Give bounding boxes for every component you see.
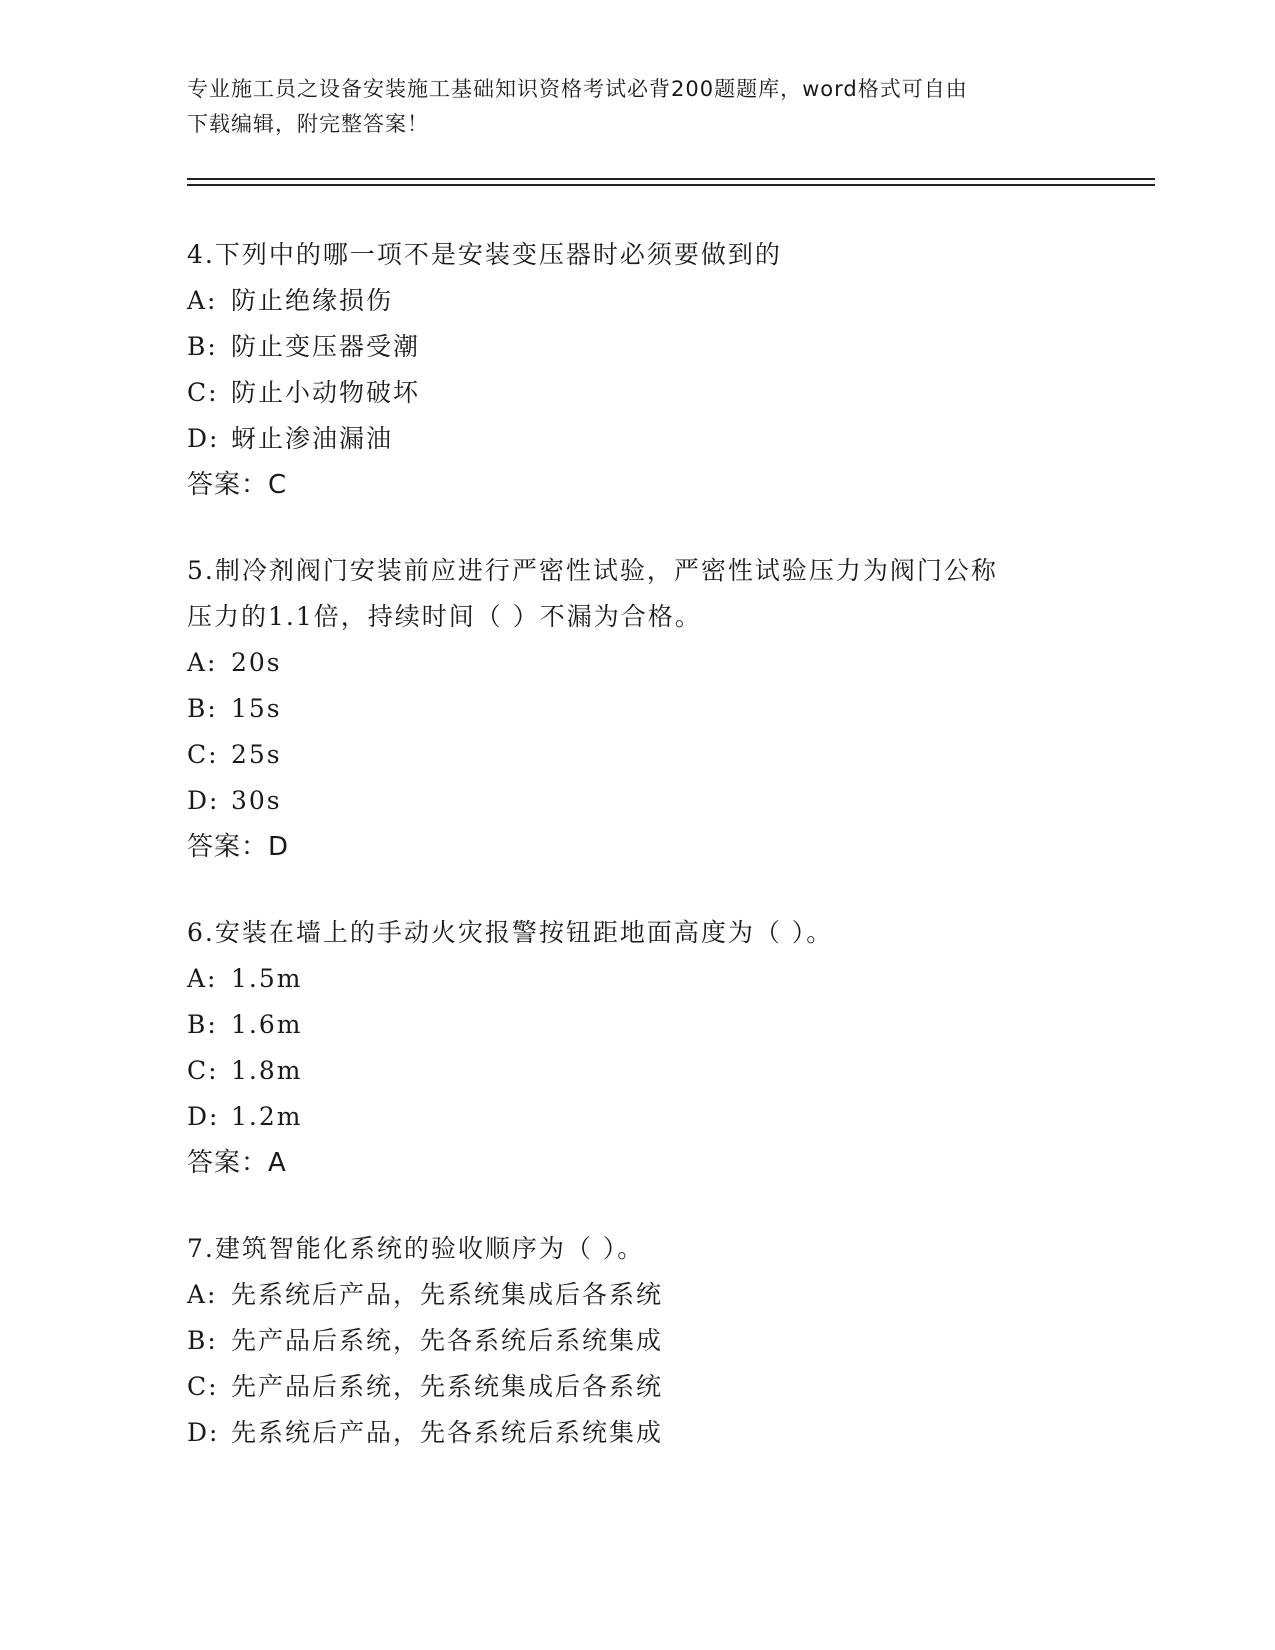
answer-option <box>187 732 1087 778</box>
question-stem: 7.建筑智能化系统的验收顺序为（ ）。 <box>187 1234 645 1263</box>
option-text: 先系统后产品，先系统集成后各系统 <box>231 1280 664 1309</box>
option-label: D: <box>187 1102 220 1131</box>
answer-option <box>187 1048 1087 1094</box>
option-label: D: <box>187 424 220 453</box>
option-text: 1.8m <box>231 1056 303 1085</box>
question-block <box>187 1226 1087 1456</box>
answer-option <box>187 278 1087 324</box>
option-text: 30s <box>231 786 282 815</box>
option-text: 先产品后系统，先各系统后系统集成 <box>231 1326 664 1355</box>
question-block <box>187 232 1087 508</box>
option-label: D: <box>187 786 220 815</box>
answer-key: 答案：D <box>187 832 290 862</box>
answer-key: 答案：A <box>187 1148 287 1178</box>
option-text: 防止变压器受潮 <box>231 332 421 361</box>
option-text: 15s <box>231 694 282 723</box>
answer-option <box>187 1318 1087 1364</box>
question-block <box>187 910 1087 1186</box>
answer-option <box>187 1272 1087 1318</box>
option-text: 蚜止渗油漏油 <box>231 424 394 453</box>
question-list <box>187 232 1087 1496</box>
question-stem: 4.下列中的哪一项不是安装变压器时必须要做到的 <box>187 240 782 269</box>
answer-option <box>187 956 1087 1002</box>
option-text: 25s <box>231 740 282 769</box>
option-label: B: <box>187 332 218 361</box>
option-text: 先系统后产品，先各系统后系统集成 <box>231 1418 664 1447</box>
option-text: 防止小动物破坏 <box>231 378 421 407</box>
option-text: 先产品后系统，先系统集成后各系统 <box>231 1372 664 1401</box>
option-label: C: <box>187 1056 219 1085</box>
answer-option <box>187 1364 1087 1410</box>
question-block <box>187 548 1087 870</box>
header-line-2: 下载编辑，附完整答案！ <box>187 112 429 136</box>
option-text: 1.2m <box>231 1102 303 1131</box>
answer-option <box>187 640 1087 686</box>
option-label: A: <box>187 648 218 677</box>
answer-option <box>187 324 1087 370</box>
question-stem: 压力的1.1倍，持续时间（ ）不漏为合格。 <box>187 602 702 631</box>
option-label: B: <box>187 1010 218 1039</box>
option-label: B: <box>187 1326 218 1355</box>
header-line-1: 专业施工员之设备安装施工基础知识资格考试必背200题题库，word格式可自由 <box>187 77 968 101</box>
option-label: A: <box>187 964 218 993</box>
answer-key: 答案：C <box>187 470 288 500</box>
question-stem: 6.安装在墙上的手动火灾报警按钮距地面高度为（ ）。 <box>187 918 834 947</box>
answer-option <box>187 370 1087 416</box>
answer-option <box>187 686 1087 732</box>
option-label: D: <box>187 1418 220 1447</box>
option-text: 20s <box>231 648 282 677</box>
option-text: 1.6m <box>231 1010 303 1039</box>
answer-option <box>187 1094 1087 1140</box>
header-divider-top <box>187 178 1155 180</box>
answer-option <box>187 778 1087 824</box>
answer-option <box>187 416 1087 462</box>
option-label: C: <box>187 740 219 769</box>
header-divider-bottom <box>187 184 1155 186</box>
option-label: A: <box>187 286 218 315</box>
option-text: 1.5m <box>231 964 303 993</box>
option-label: C: <box>187 378 219 407</box>
question-stem: 5.制冷剂阀门安装前应进行严密性试验，严密性试验压力为阀门公称 <box>187 556 998 585</box>
option-label: B: <box>187 694 218 723</box>
option-label: C: <box>187 1372 219 1401</box>
answer-option <box>187 1410 1087 1456</box>
document-header <box>187 72 1087 142</box>
answer-option <box>187 1002 1087 1048</box>
option-text: 防止绝缘损伤 <box>231 286 394 315</box>
option-label: A: <box>187 1280 218 1309</box>
